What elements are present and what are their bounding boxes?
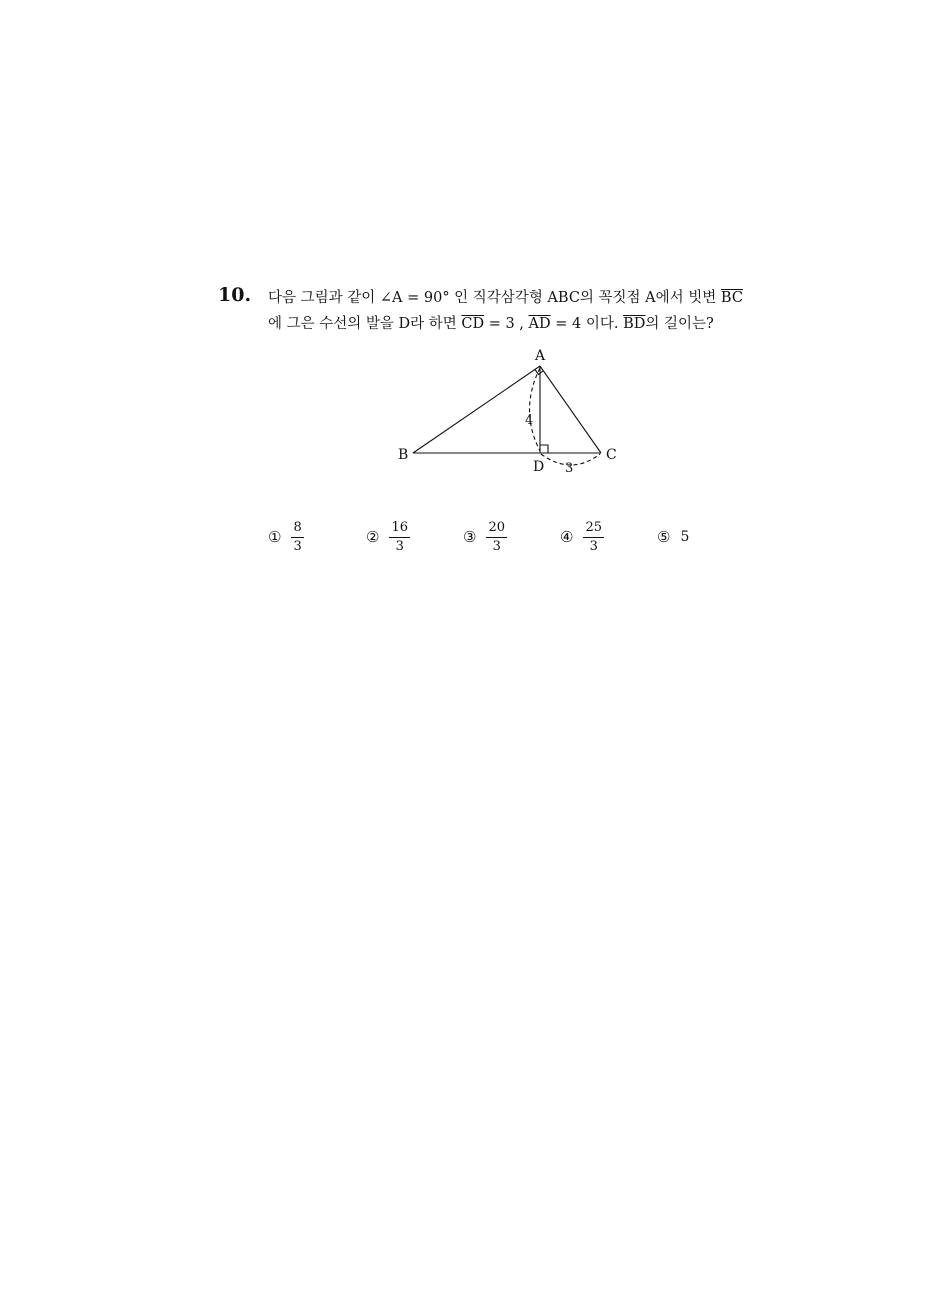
dimension-arc-ad xyxy=(530,368,541,451)
choice-2[interactable] xyxy=(366,515,410,559)
stem-line-2 xyxy=(268,311,778,337)
side-ab xyxy=(413,366,540,453)
stem-text: 에 그은 수선의 발을 D라 하면 xyxy=(268,316,462,332)
segment-ad: $\overline{AD}$ xyxy=(528,316,551,332)
numerator: 20 xyxy=(486,520,507,538)
stem-text: 다음 그림과 같이 ∠A = 90° 인 직각삼각형 ABC의 꼭짓점 A에서 빗변 xyxy=(268,290,721,306)
segment-bd: $\overline{BD}$ xyxy=(623,316,646,332)
denominator: 3 xyxy=(589,538,598,554)
fraction xyxy=(583,520,604,555)
choice-5[interactable] xyxy=(657,515,689,559)
length-label-ad: 4 xyxy=(525,413,534,428)
triangle-figure xyxy=(390,344,630,488)
numerator: 16 xyxy=(389,520,410,538)
vertex-label-c: C xyxy=(606,447,617,463)
stem-text: = 4 이다. xyxy=(550,316,624,332)
stem-line-1 xyxy=(268,285,778,311)
segment-bc: $\overline{BC}$ xyxy=(720,290,743,306)
choice-4[interactable] xyxy=(560,515,604,559)
right-angle-mark-d xyxy=(540,445,548,453)
choice-marker: ③ xyxy=(463,528,477,546)
denominator: 3 xyxy=(395,538,404,554)
choice-marker: ② xyxy=(366,528,380,546)
choice-3[interactable] xyxy=(463,515,507,559)
answer-choices xyxy=(268,515,708,559)
choice-1[interactable] xyxy=(268,515,304,559)
choice-marker: ④ xyxy=(560,528,574,546)
segment-cd: $\overline{CD}$ xyxy=(461,316,485,332)
stem-text: 의 길이는? xyxy=(645,316,714,332)
fraction xyxy=(389,520,410,555)
vertex-label-d: D xyxy=(533,459,545,475)
vertex-label-a: A xyxy=(535,348,546,364)
fraction xyxy=(291,520,303,555)
choice-value: 5 xyxy=(680,529,690,545)
question-stem xyxy=(268,285,778,337)
denominator: 3 xyxy=(492,538,501,554)
side-ac xyxy=(540,366,601,453)
triangle-diagram xyxy=(390,344,630,484)
denominator: 3 xyxy=(293,538,302,554)
question-number: 10. xyxy=(218,284,252,306)
stem-text: = 3 , xyxy=(484,316,529,332)
choice-marker: ① xyxy=(268,528,282,546)
numerator: 8 xyxy=(291,520,303,538)
fraction xyxy=(486,520,507,555)
choice-marker: ⑤ xyxy=(657,528,671,546)
numerator: 25 xyxy=(583,520,604,538)
length-label-cd: 3 xyxy=(565,461,574,476)
vertex-label-b: B xyxy=(398,447,409,463)
